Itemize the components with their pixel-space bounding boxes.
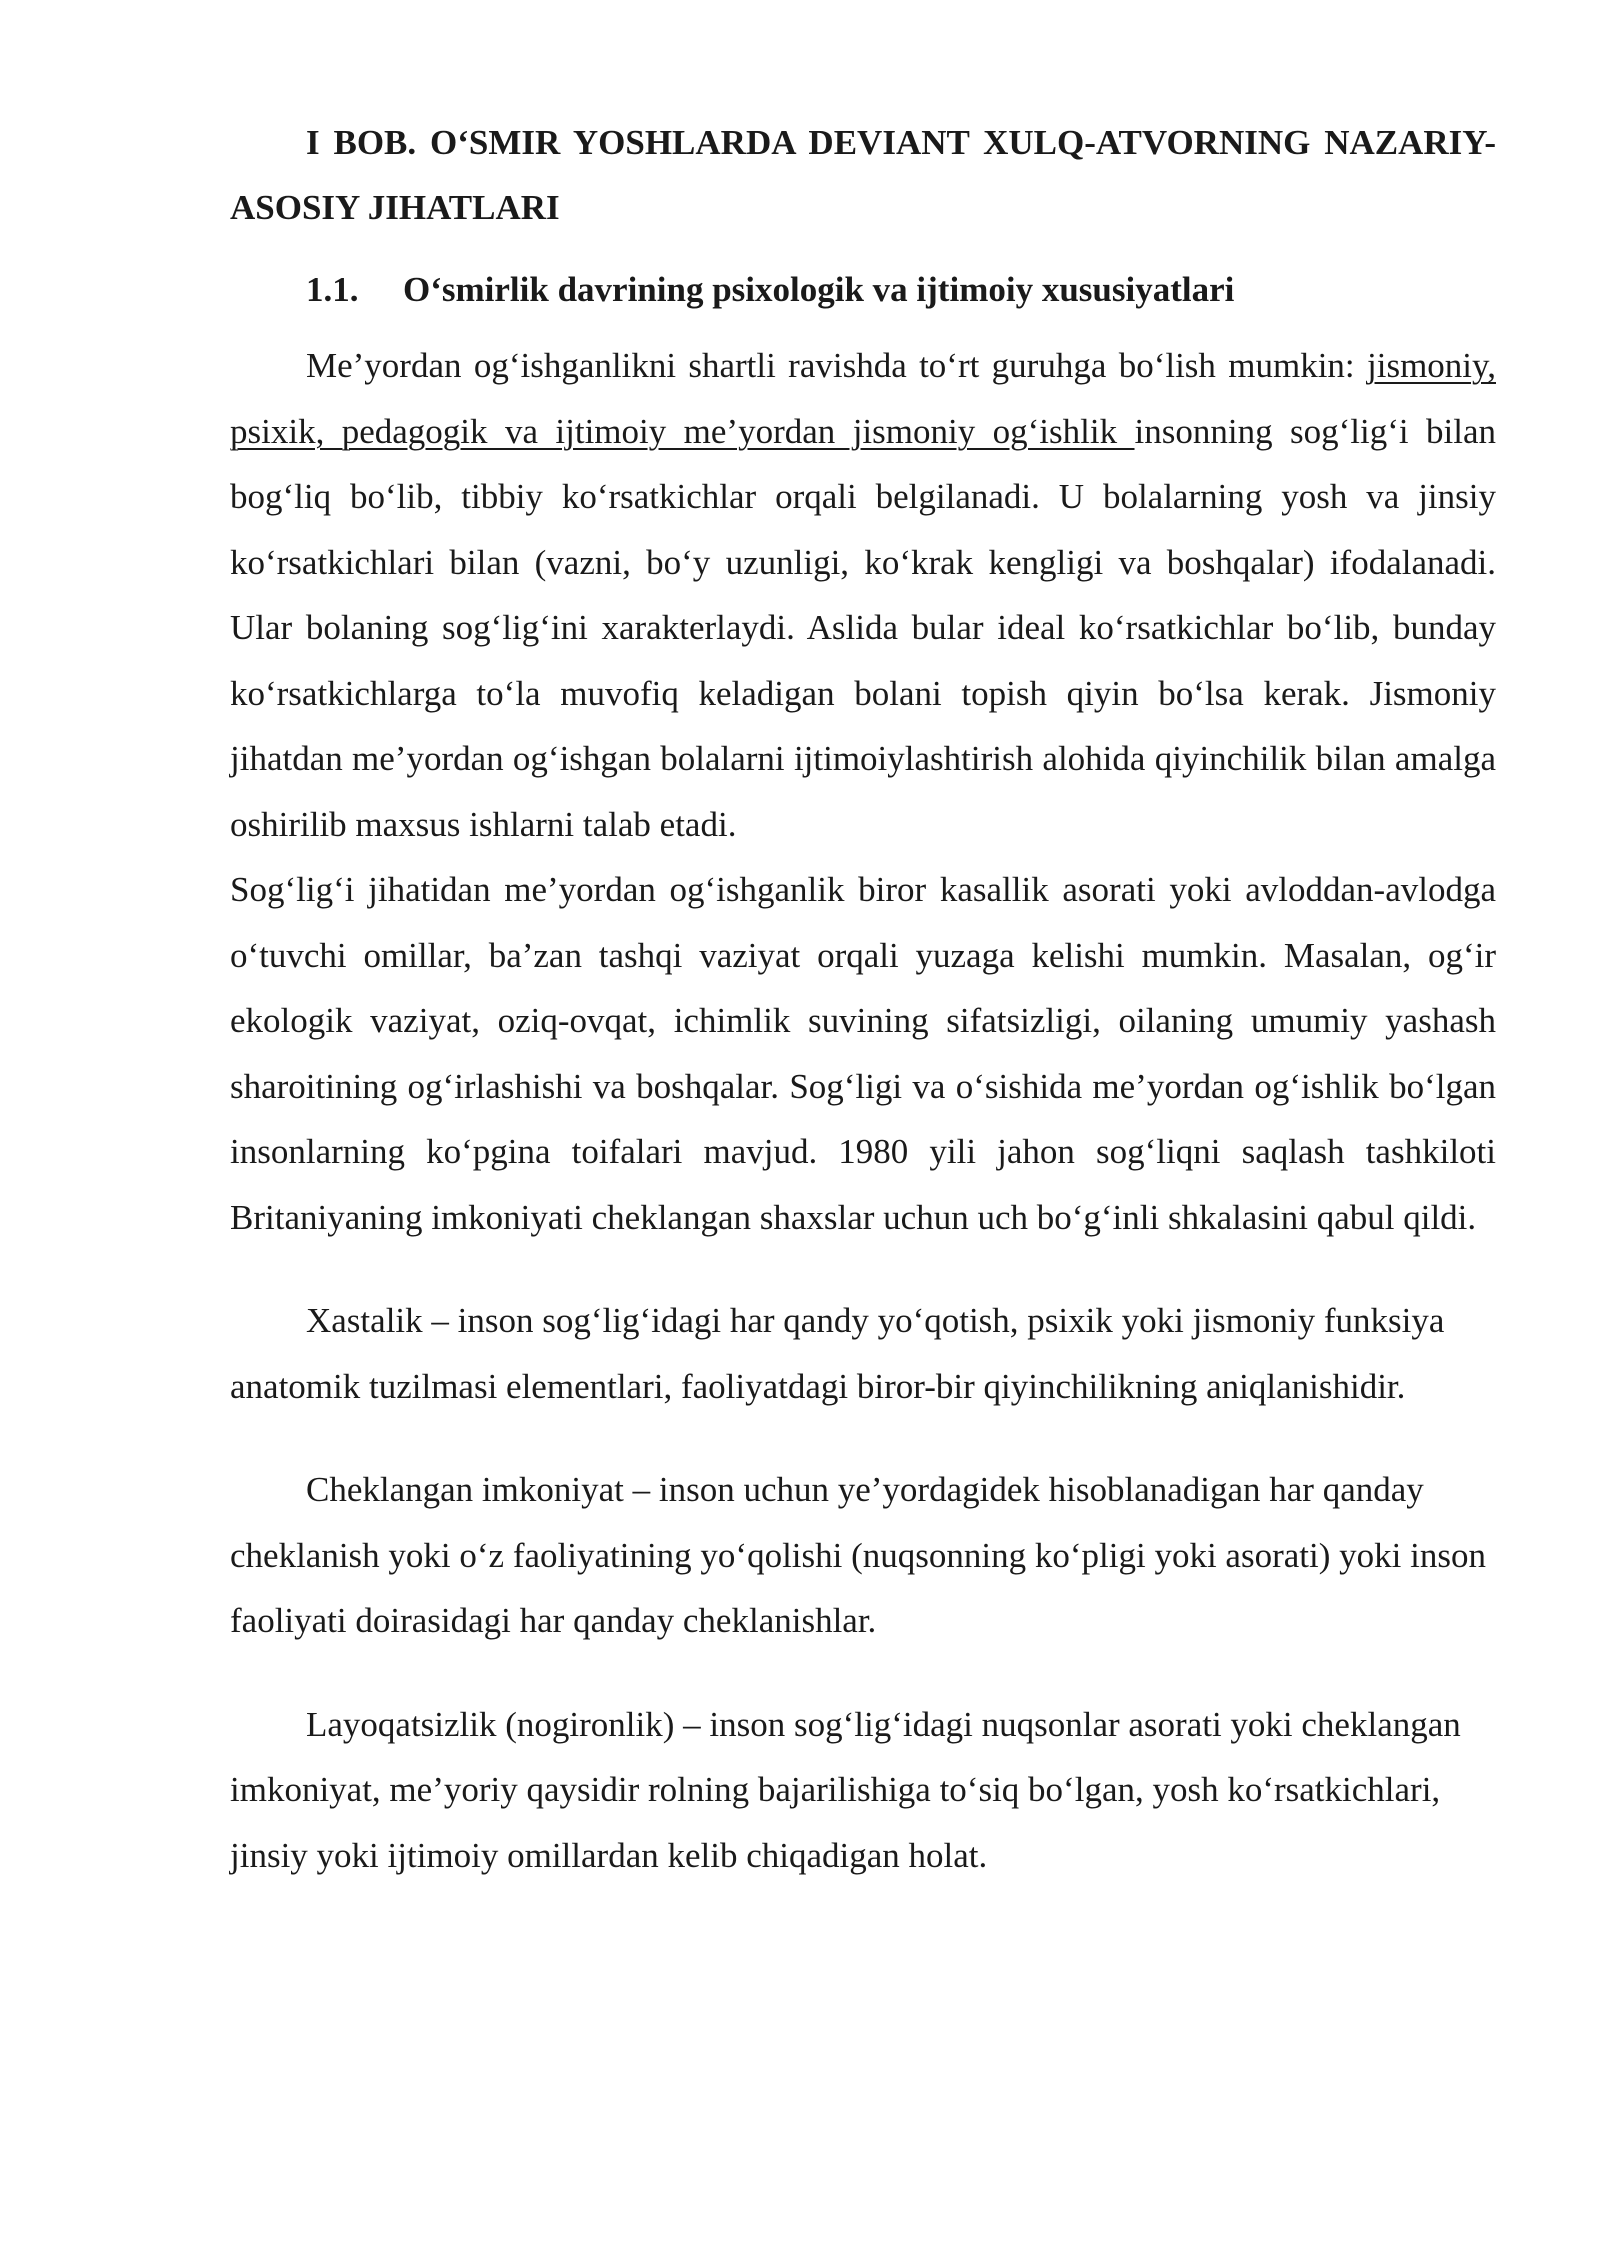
definition-cheklangan-imkoniyat: Cheklangan imkoniyat – inson uchun ye’yordagidek hisoblanadigan har qanday cheklanish yoki o‘z faoliyatining yo‘qolishi (nuqsonning ko‘pligi yoki asorati) yoki inson faoliyati doirasidagi har qanday cheklanishlar. [230,1470,1486,1640]
definition-layoqatsizlik: Layoqatsizlik (nogironlik) – inson sog‘lig‘idagi nuqsonlar asorati yoki cheklangan imkoniyat, me’yoriy qaysidir rolning bajarilishiga to‘siq bo‘lgan, yosh ko‘rsatkichlari, jinsiy yoki ijtimoiy omillardan kelib chiqadigan holat. [230,1704,1461,1875]
definition-xastalik: Xastalik – inson sog‘lig‘idagi har qandy yo‘qotish, psixik yoki jismoniy funksiya anatomik tuzilmasi elementlari, faoliyatdagi biror-bir qiyinchilikning aniqlanishidir. [230,1301,1445,1406]
document-page [230,110,1496,1888]
underlined-text: jismoniy, psixik, pedagogik va ijtimoiy me’yordan jismoniy og‘ishlik [230,346,1496,451]
chapter-title: I BOB. O‘SMIR YOSHLARDA DEVIANT XULQ-ATVORNING NAZARIY-ASOSIY JIHATLARI [230,123,1496,227]
paragraph-text-start: Me’yordan og‘ishganlikni shartli ravishda to‘rt guruhga bo‘lish mumkin: [306,346,1367,385]
section-title: O‘smirlik davrining psixologik va ijtimoiy xususiyatlari [403,270,1235,309]
paragraph-health-deviation: Sog‘lig‘i jihatidan me’yordan og‘ishganlik biror kasallik asorati yoki avloddan-avlodga o‘tuvchi omillar, ba’zan tashqi vaziyat orqali yuzaga kelishi mumkin. Masalan, og‘ir ekologik vaziyat, oziq-ovqat, ichimlik suvining sifatsizligi, oilaning umumiy yashash sharoitining og‘irlashishi va boshqalar. Sog‘ligi va o‘sishida me’yordan og‘ishlik bo‘lgan insonlarning ko‘pgina toifalari mavjud. 1980 yili jahon sog‘liqni saqlash tashkiloti Britaniyaning imkoniyati cheklangan shaxslar uchun uch bo‘g‘inli shkalasini qabul qildi. [230,870,1496,1237]
section-heading [230,257,1496,322]
section-number: 1.1. [306,270,359,309]
paragraph-text-rest: insonning sog‘lig‘i bilan bog‘liq bo‘lib, tibbiy ko‘rsatkichlar orqali belgilanadi. U bolalarning yosh va jinsiy ko‘rsatkichlari bilan (vazni, bo‘y uzunligi, ko‘krak kengligi va boshqalar) ifodalanadi. Ular bolaning sog‘lig‘ini xarakterlaydi. Aslida bular ideal ko‘rsatkichlar bo‘lib, bunday ko‘rsatkichlarga to‘la muvofiq keladigan bolani topish qiyin bo‘lsa kerak. Jismoniy jihatdan me’yordan og‘ishgan bolalarni ijtimoiylashtirish alohida qiyinchilik bilan amalga oshirilib maxsus ishlarni talab etadi. [230,411,1497,844]
paragraph-deviation-groups [230,333,1496,857]
